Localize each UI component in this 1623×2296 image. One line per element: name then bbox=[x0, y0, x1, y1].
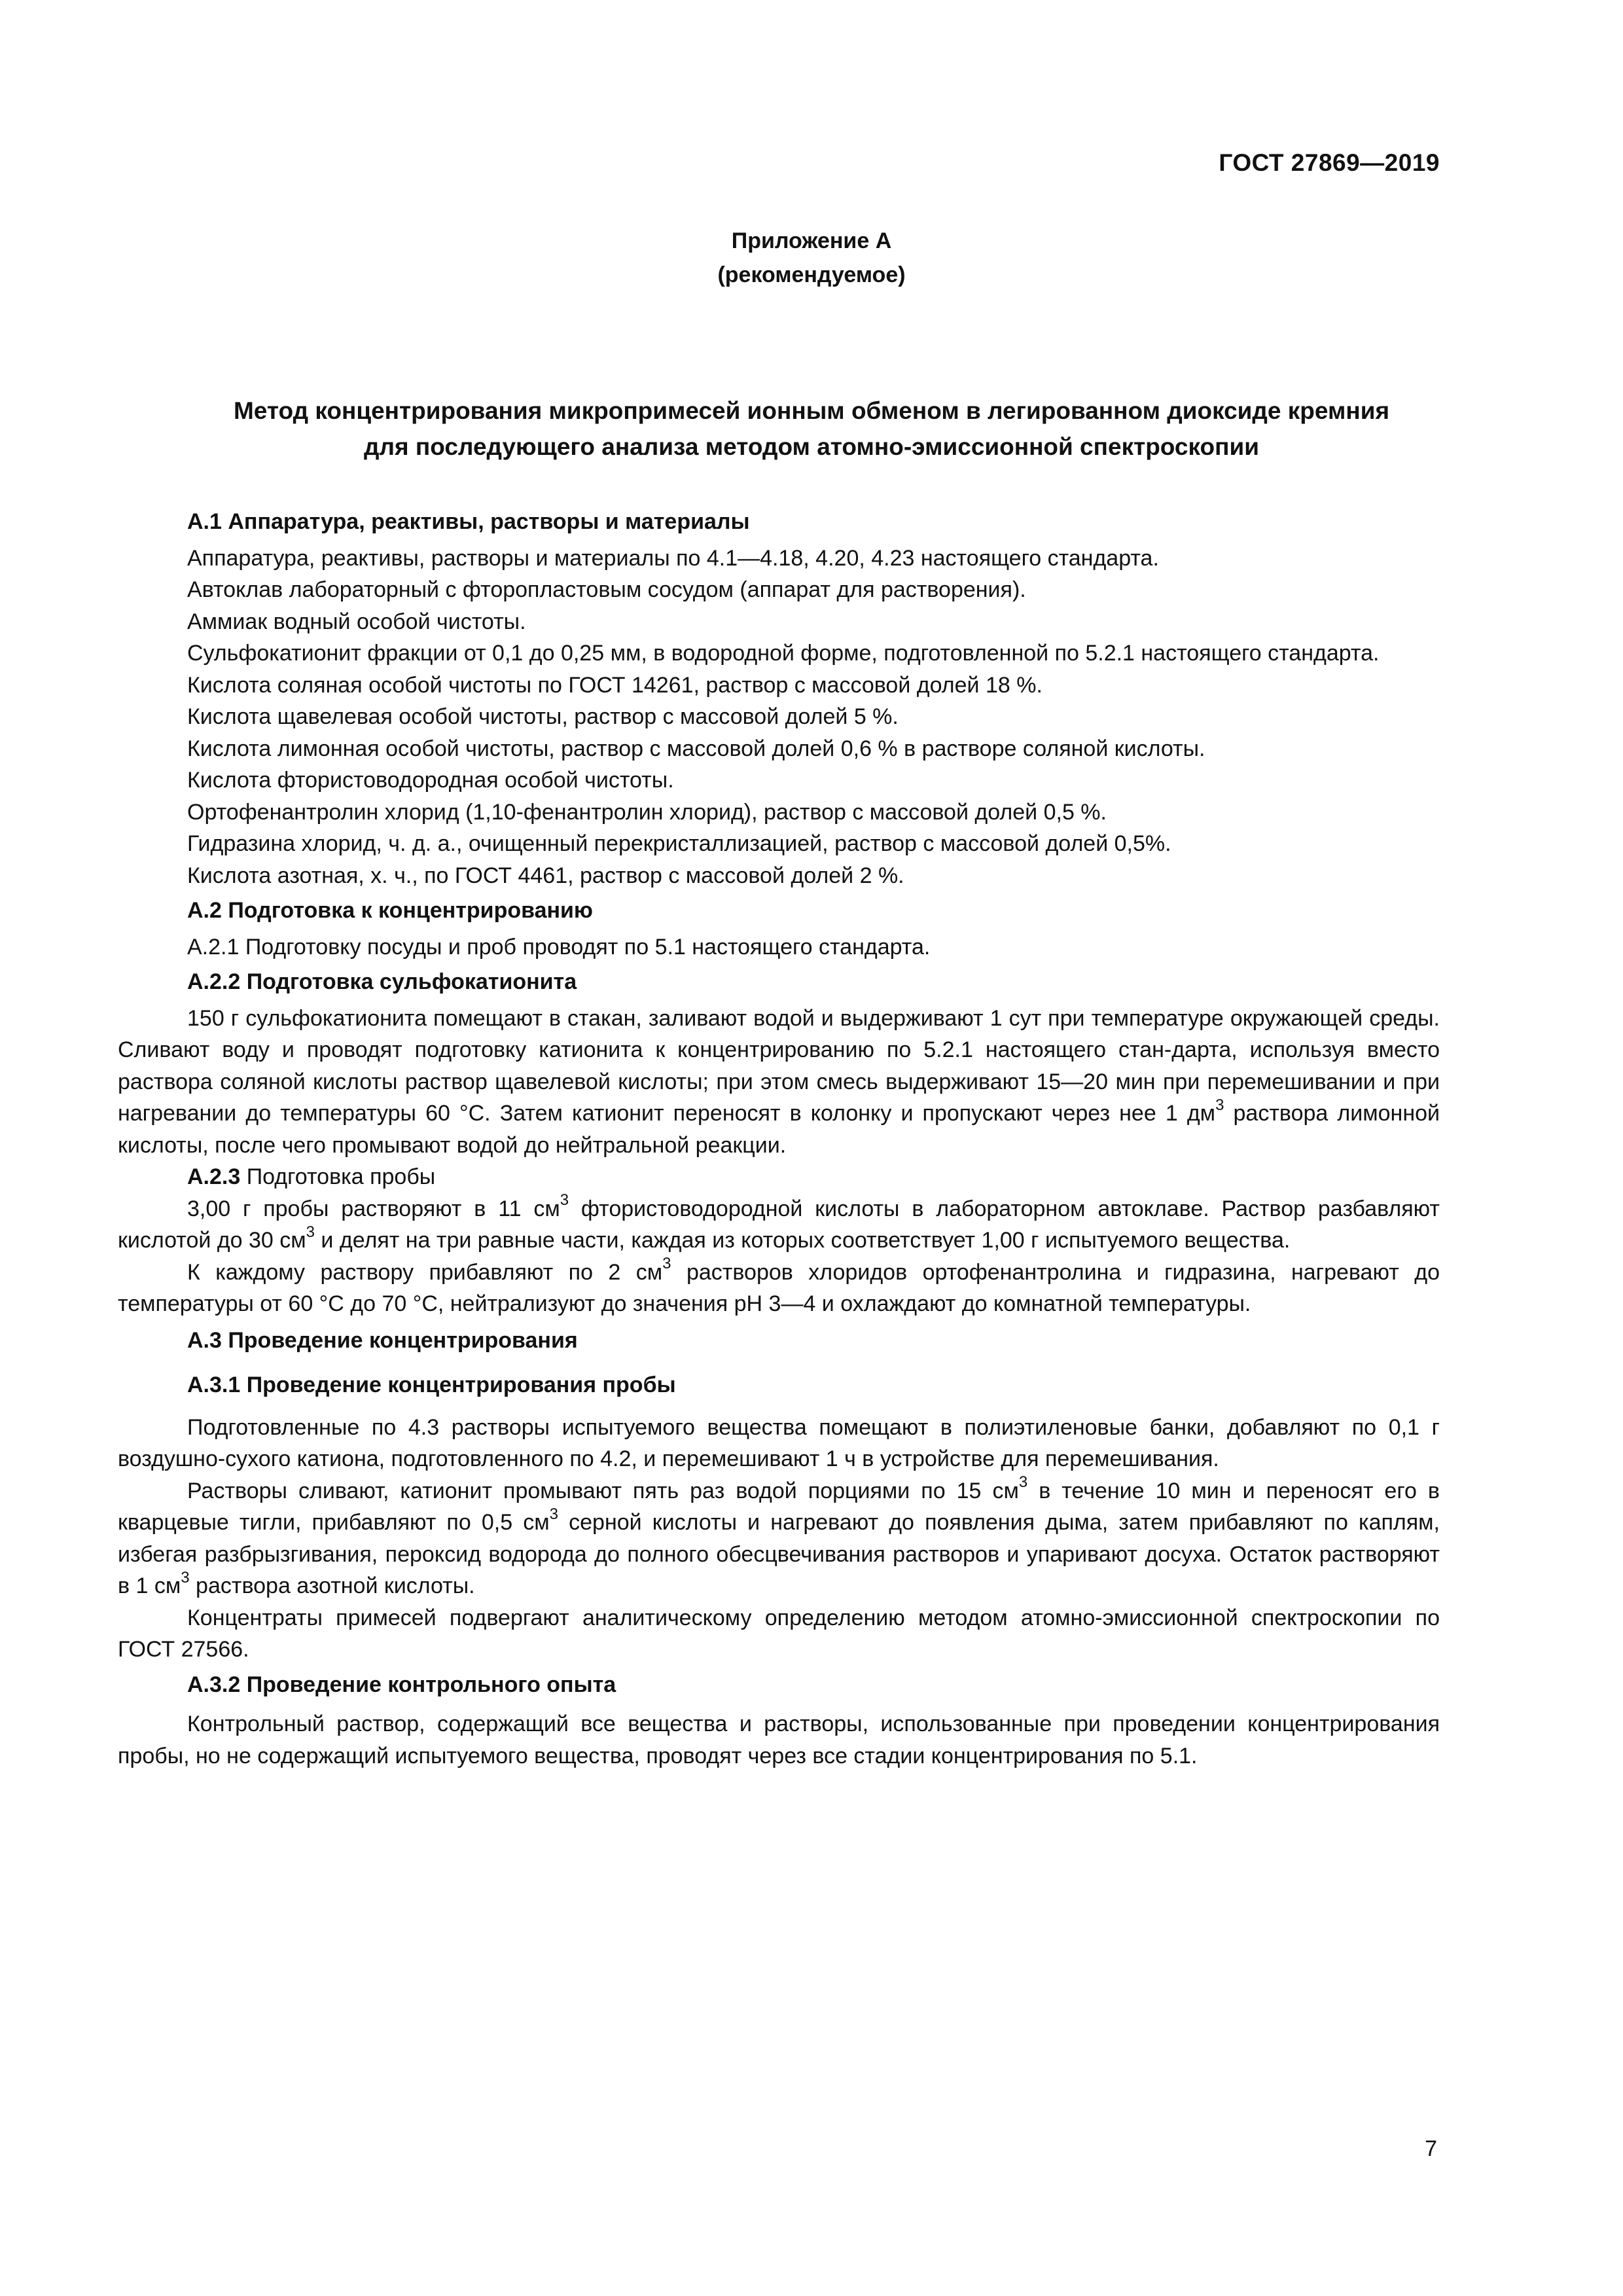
section-heading-a3: А.3 Проведение концентрирования bbox=[187, 1327, 578, 1353]
subsection-number-a23: А.2.3 bbox=[187, 1164, 241, 1189]
list-item: Кислота лимонная особой чистоты, раствор с массовой долей 0,6 % в растворе соляной кислоты. bbox=[187, 736, 1205, 761]
paragraph-text: и делят на три равные части, каждая из которых соответствует 1,00 г испытуемого вещества. bbox=[314, 1228, 1291, 1253]
document-code: ГОСТ 27869—2019 bbox=[1219, 149, 1440, 176]
list-item: Кислота соляная особой чистоты по ГОСТ 14261, раствор с массовой долей 18 %. bbox=[187, 672, 1043, 698]
paragraph-a32-1: Контрольный раствор, содержащий все вещества и растворы, использованные при проведении концентрирования пробы, но не содержащий испытуемого вещества, проводят через все стадии концентрирования по 5.1. bbox=[118, 1712, 1440, 1768]
subsection-heading-a31: А.3.1 Проведение концентрирования пробы bbox=[187, 1372, 676, 1397]
paragraph-a31-1: Подготовленные по 4.3 растворы испытуемого вещества помещают в полиэтиленовые банки, добавляют по 0,1 г воздушно-сухого катиона, подготовленного по 4.2, и перемешивают 1 ч в устройстве для перемешивания. bbox=[118, 1414, 1440, 1471]
list-item: Ортофенантролин хлорид (1,10-фенантролин хлорид), раствор с массовой долей 0,5 %. bbox=[187, 799, 1107, 825]
subsection-heading-a22: А.2.2 Подготовка сульфокатионита bbox=[187, 969, 577, 994]
superscript: 3 bbox=[662, 1255, 671, 1273]
paragraph-text: серной кислоты и нагревают до появления дыма, затем прибавляют по каплям, избегая разбрызгивания, пероксид водорода до полного обесцвечивания растворов и упаривают досуха. Остаток растворяют в 1 см bbox=[118, 1510, 1440, 1598]
appendix-status: (рекомендуемое) bbox=[717, 262, 906, 287]
paragraph-a23-1 bbox=[118, 1193, 1440, 1257]
document-title-line-1: Метод концентрирования микропримесей ионным обменом в легированном диоксиде кремния bbox=[233, 397, 1390, 424]
list-item: Аммиак водный особой чистоты. bbox=[187, 609, 526, 634]
list-item: Кислота щавелевая особой чистоты, раствор с массовой долей 5 %. bbox=[187, 704, 899, 729]
paragraph-text: фтористоводородной кислоты в лабораторном автоклаве. Раствор разбавляют кислотой до 30 см bbox=[118, 1196, 1440, 1253]
appendix-label bbox=[0, 224, 1623, 292]
paragraph-a22-text-2: раствора лимонной кислоты, после чего промывают водой до нейтральной реакции. bbox=[118, 1101, 1440, 1158]
paragraph-text: в течение 10 мин и переносят его в кварцевые тигли, прибавляют по 0,5 см bbox=[118, 1478, 1440, 1535]
paragraph-a23-2 bbox=[118, 1257, 1440, 1320]
paragraph-text: Растворы сливают, катионит промывают пять раз водой порциями по 15 см bbox=[187, 1478, 1019, 1503]
paragraph-a22 bbox=[118, 1003, 1440, 1162]
paragraph-a22-text-1: 150 г сульфокатионита помещают в стакан, заливают водой и выдерживают 1 сут при температуре окружающей среды. Сливают воду и проводят подготовку катионита к концентрированию по 5.2.1 настоящего стан-дарта, используя вместо раствора соляной кислоты раствор щавелевой кислоты; при этом смесь выдерживают 15—20 мин при перемешивании и при нагревании до температуры 60 °С. Затем катионит переносят в колонку и пропускают через нее 1 дм bbox=[118, 1005, 1440, 1126]
paragraph-text: 3,00 г пробы растворяют в 11 см bbox=[187, 1196, 560, 1221]
paragraph-a21: А.2.1 Подготовку посуды и проб проводят по 5.1 настоящего стандарта. bbox=[187, 934, 931, 960]
superscript: 3 bbox=[306, 1223, 315, 1241]
document-body bbox=[118, 506, 1440, 1772]
paragraph-text: растворов хлоридов ортофенантролина и гидразина, нагревают до температуры от 60 °С до 70 °С, нейтрализуют до значения рН 3—4 и охлаждают до комнатной температуры. bbox=[118, 1259, 1440, 1316]
document-title-line-2: для последующего анализа методом атомно-эмиссионной спектроскопии bbox=[364, 433, 1259, 460]
appendix-title: Приложение А bbox=[731, 228, 892, 253]
list-item: Аппаратура, реактивы, растворы и материалы по 4.1—4.18, 4.20, 4.23 настоящего стандарта. bbox=[187, 545, 1159, 571]
list-item: Автоклав лабораторный с фторопластовым сосудом (аппарат для растворения). bbox=[187, 577, 1026, 602]
superscript: 3 bbox=[560, 1191, 569, 1210]
list-item: Кислота азотная, х. ч., по ГОСТ 4461, раствор с массовой долей 2 %. bbox=[187, 863, 904, 888]
subsection-heading-a32: А.3.2 Проведение контрольного опыта bbox=[187, 1672, 616, 1697]
section-heading-a2: А.2 Подготовка к концентрированию bbox=[187, 898, 593, 923]
subsection-heading-a23 bbox=[118, 1161, 1440, 1193]
paragraph-text: К каждому раствору прибавляют по 2 см bbox=[187, 1259, 663, 1285]
superscript: 3 bbox=[1215, 1096, 1224, 1114]
page-number: 7 bbox=[1425, 2136, 1437, 2161]
section-heading-a1: А.1 Аппаратура, реактивы, растворы и материалы bbox=[187, 509, 750, 534]
superscript: 3 bbox=[549, 1505, 559, 1523]
list-item: Кислота фтористоводородная особой чистоты. bbox=[187, 768, 674, 793]
paragraph-text: раствора азотной кислоты. bbox=[189, 1573, 475, 1598]
list-item: Сульфокатионит фракции от 0,1 до 0,25 мм, в водородной форме, подготовленной по 5.2.1 настоящего стандарта. bbox=[187, 641, 1380, 666]
list-item: Гидразина хлорид, ч. д. а., очищенный перекристаллизацией, раствор с массовой долей 0,5%. bbox=[187, 831, 1171, 856]
paragraph-a31-2 bbox=[118, 1475, 1440, 1602]
superscript: 3 bbox=[1018, 1473, 1028, 1492]
subsection-title-a23: Подготовка пробы bbox=[240, 1164, 436, 1189]
document-title bbox=[98, 393, 1525, 465]
paragraph-a31-3: Концентраты примесей подвергают аналитическому определению методом атомно-эмиссионной спектроскопии по ГОСТ 27566. bbox=[118, 1605, 1440, 1662]
superscript: 3 bbox=[181, 1568, 190, 1587]
